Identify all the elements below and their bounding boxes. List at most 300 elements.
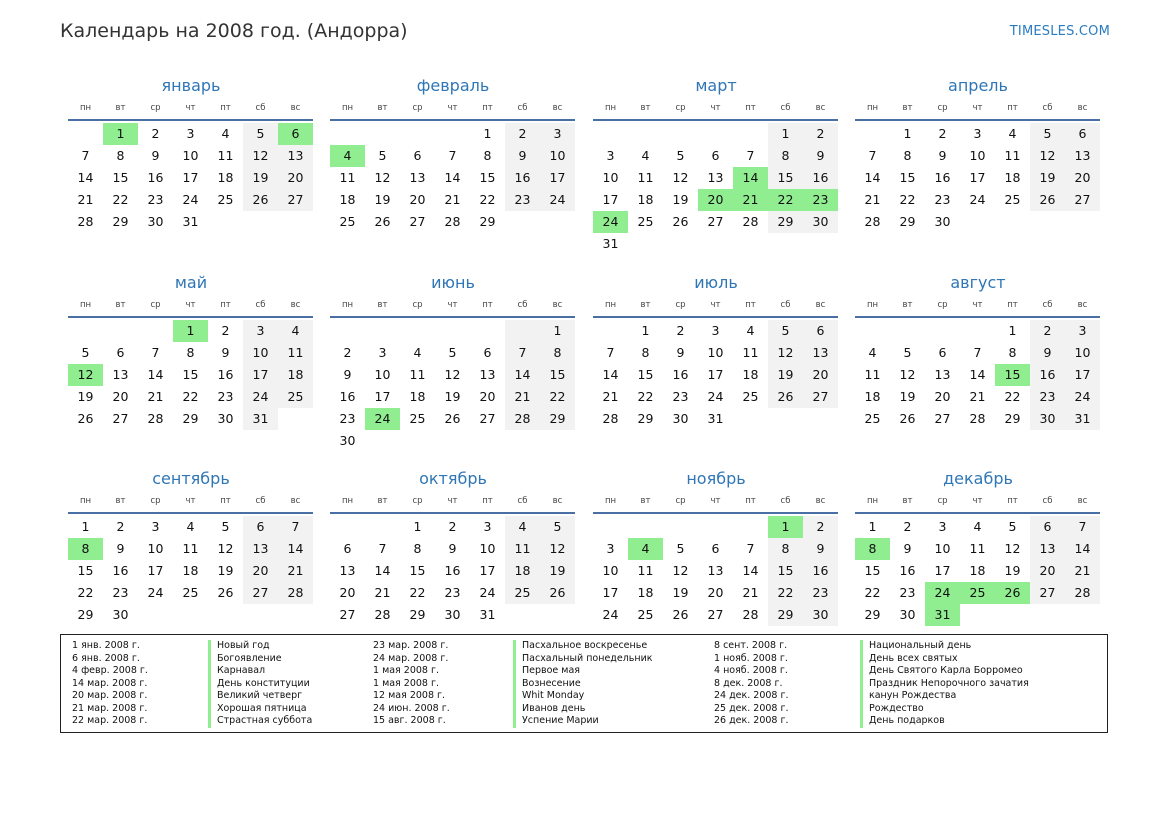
holiday-date: 15 авг. 2008 г. <box>373 715 446 726</box>
day-cell: 20 <box>1030 560 1065 582</box>
day-cell: 23 <box>672 389 689 404</box>
day-cell: 6 <box>483 345 492 360</box>
empty-cell <box>103 320 138 342</box>
day-cell: 5 <box>1030 123 1065 145</box>
header-rule <box>330 512 575 514</box>
weekday-header <box>68 295 314 315</box>
weekday-label: ср <box>937 103 948 113</box>
day-cell: 31 <box>1065 408 1100 430</box>
day-cell: 18 <box>182 563 199 578</box>
day-cell: 9 <box>343 367 352 382</box>
day-cell: 11 <box>182 541 199 556</box>
day-cell: 27 <box>1065 189 1100 211</box>
day-cell: 4 <box>413 345 422 360</box>
day-cell: 19 <box>1030 167 1065 189</box>
month-name: май <box>174 273 208 292</box>
day-cell: 12 <box>672 563 689 578</box>
empty-cell <box>663 516 698 538</box>
day-grid <box>593 516 838 626</box>
day-cell: 4 <box>278 320 313 342</box>
day-cell: 30 <box>1030 408 1065 430</box>
day-cell: 7 <box>746 541 755 556</box>
weekday-label: вс <box>815 496 826 506</box>
day-cell: 30 <box>934 214 951 229</box>
day-cell: 31 <box>243 408 278 430</box>
month-name: март <box>695 76 737 95</box>
day-cell: 15 <box>77 563 94 578</box>
weekday-label: чт <box>185 103 196 113</box>
day-cell: 28 <box>602 411 619 426</box>
weekday-label: сб <box>780 103 791 113</box>
day-cell: 16 <box>934 170 951 185</box>
holiday-name: Национальный день <box>860 640 1029 653</box>
empty-cell <box>663 123 698 145</box>
weekday-label: ср <box>412 103 423 113</box>
holiday-day: 6 <box>278 123 313 145</box>
header-rule <box>330 316 575 318</box>
weekday-label: ср <box>675 103 686 113</box>
day-cell: 24 <box>182 192 199 207</box>
day-cell: 11 <box>637 170 654 185</box>
day-cell: 3 <box>711 323 720 338</box>
weekday-label: пт <box>745 496 756 506</box>
day-cell: 23 <box>339 411 356 426</box>
day-cell: 31 <box>707 411 724 426</box>
day-cell: 15 <box>409 563 426 578</box>
day-grid <box>68 123 313 233</box>
empty-cell <box>330 516 365 538</box>
day-cell: 18 <box>409 389 426 404</box>
weekday-label: чт <box>185 300 196 310</box>
holiday-date: 24 мар. 2008 г. <box>373 652 449 664</box>
weekday-label: сб <box>517 496 528 506</box>
weekday-label: чт <box>710 300 721 310</box>
day-cell: 27 <box>707 214 724 229</box>
day-cell: 26 <box>672 607 689 622</box>
day-cell: 16 <box>444 563 461 578</box>
months-grid <box>68 74 1101 630</box>
day-cell: 1 <box>483 126 492 141</box>
day-cell: 16 <box>803 560 838 582</box>
weekday-label: вт <box>640 300 651 310</box>
day-cell: 9 <box>151 148 160 163</box>
weekday-label: сб <box>1042 300 1053 310</box>
holiday-name: Страстная суббота <box>208 715 312 728</box>
holiday-name: День подарков <box>860 715 1029 728</box>
day-cell: 29 <box>768 604 803 626</box>
weekday-label: вт <box>377 496 388 506</box>
site-link[interactable]: TIMESLES.COM <box>1009 24 1110 39</box>
day-cell: 21 <box>77 192 94 207</box>
day-cell: 6 <box>1065 123 1100 145</box>
month-name: сентябрь <box>152 469 230 488</box>
day-cell: 2 <box>448 519 457 534</box>
weekday-label: вс <box>1077 103 1088 113</box>
day-cell: 4 <box>1008 126 1017 141</box>
holiday-day: 1 <box>173 320 208 342</box>
day-cell: 2 <box>505 123 540 145</box>
weekday-label: вт <box>115 103 126 113</box>
day-cell: 22 <box>77 585 94 600</box>
day-cell: 14 <box>147 367 164 382</box>
day-cell: 11 <box>409 367 426 382</box>
weekday-label: пт <box>220 103 231 113</box>
day-cell: 27 <box>243 582 278 604</box>
day-cell: 12 <box>243 145 278 167</box>
weekday-label: вт <box>115 300 126 310</box>
day-grid <box>330 516 575 626</box>
day-cell: 2 <box>676 323 685 338</box>
day-cell: 29 <box>1004 411 1021 426</box>
day-cell: 25 <box>637 214 654 229</box>
day-cell: 6 <box>413 148 422 163</box>
day-cell: 22 <box>899 192 916 207</box>
holiday-date: 24 дек. 2008 г. <box>714 690 789 701</box>
day-cell: 20 <box>707 585 724 600</box>
day-cell: 5 <box>1008 519 1017 534</box>
day-cell: 16 <box>339 389 356 404</box>
holiday-date: 24 июн. 2008 г. <box>373 702 450 714</box>
day-grid <box>68 320 313 430</box>
day-cell: 18 <box>637 585 654 600</box>
empty-cell <box>365 320 400 342</box>
weekday-label: вс <box>815 103 826 113</box>
weekday-label: чт <box>972 300 983 310</box>
day-cell: 14 <box>374 563 391 578</box>
day-cell: 7 <box>505 342 540 364</box>
day-cell: 28 <box>864 214 881 229</box>
weekday-header <box>593 295 839 315</box>
day-cell: 22 <box>864 585 881 600</box>
day-cell: 14 <box>602 367 619 382</box>
day-cell: 13 <box>243 538 278 560</box>
day-cell: 25 <box>864 411 881 426</box>
weekday-label: ср <box>150 300 161 310</box>
day-cell: 5 <box>903 345 912 360</box>
weekday-header <box>855 295 1101 315</box>
day-grid <box>593 123 838 255</box>
day-cell: 18 <box>742 367 759 382</box>
weekday-label: пн <box>866 300 879 310</box>
day-cell: 14 <box>864 170 881 185</box>
empty-cell <box>628 516 663 538</box>
day-cell: 29 <box>637 411 654 426</box>
day-cell: 27 <box>934 411 951 426</box>
day-cell: 10 <box>934 541 951 556</box>
day-cell: 4 <box>641 148 650 163</box>
holiday-name: Пасхальный понедельник <box>513 653 653 666</box>
weekday-header <box>68 491 314 511</box>
day-grid <box>330 123 575 233</box>
day-cell: 17 <box>374 389 391 404</box>
weekday-label: сб <box>255 496 266 506</box>
day-cell: 17 <box>479 563 496 578</box>
day-cell: 25 <box>742 389 759 404</box>
day-cell: 13 <box>1030 538 1065 560</box>
day-cell: 8 <box>903 148 912 163</box>
weekday-label: вс <box>290 300 301 310</box>
day-cell: 3 <box>938 519 947 534</box>
day-cell: 2 <box>903 519 912 534</box>
holiday-names-column <box>860 640 1029 728</box>
holiday-dates-column <box>714 640 789 728</box>
day-cell: 9 <box>676 345 685 360</box>
day-cell: 28 <box>969 411 986 426</box>
holiday-date: 25 дек. 2008 г. <box>714 702 789 714</box>
day-cell: 26 <box>672 214 689 229</box>
month-name: август <box>950 273 1006 292</box>
day-cell: 11 <box>969 541 986 556</box>
day-cell: 25 <box>409 411 426 426</box>
weekday-label: вс <box>552 103 563 113</box>
day-cell: 12 <box>1004 541 1021 556</box>
holiday-name: канун Рождества <box>860 690 1029 703</box>
empty-cell <box>698 516 733 538</box>
day-cell: 18 <box>217 170 234 185</box>
day-cell: 16 <box>1030 364 1065 386</box>
day-cell: 4 <box>505 516 540 538</box>
day-cell: 5 <box>378 148 387 163</box>
day-cell: 20 <box>112 389 129 404</box>
holiday-date: 1 янв. 2008 г. <box>72 640 140 651</box>
holiday-day: 24 <box>365 408 400 430</box>
day-cell: 23 <box>444 585 461 600</box>
day-cell: 27 <box>112 411 129 426</box>
day-cell: 19 <box>217 563 234 578</box>
day-cell: 28 <box>1065 582 1100 604</box>
day-cell: 4 <box>868 345 877 360</box>
day-cell: 29 <box>182 411 199 426</box>
day-cell: 26 <box>1030 189 1065 211</box>
empty-cell <box>365 123 400 145</box>
day-cell: 31 <box>602 236 619 251</box>
holiday-date: 12 мая 2008 г. <box>373 690 446 701</box>
day-cell: 16 <box>147 170 164 185</box>
day-cell: 14 <box>505 364 540 386</box>
day-cell: 23 <box>147 192 164 207</box>
day-grid <box>330 320 575 452</box>
day-cell: 19 <box>899 389 916 404</box>
empty-cell <box>68 320 103 342</box>
day-cell: 23 <box>803 582 838 604</box>
day-cell: 27 <box>479 411 496 426</box>
day-cell: 27 <box>409 214 426 229</box>
weekday-label: пн <box>604 496 617 506</box>
day-cell: 7 <box>378 541 387 556</box>
weekday-label: пт <box>1007 496 1018 506</box>
day-cell: 7 <box>606 345 615 360</box>
day-cell: 8 <box>116 148 125 163</box>
empty-cell <box>330 320 365 342</box>
day-cell: 21 <box>374 585 391 600</box>
holiday-date: 8 дек. 2008 г. <box>714 677 783 689</box>
day-cell: 25 <box>505 582 540 604</box>
weekday-label: вс <box>815 300 826 310</box>
day-cell: 22 <box>112 192 129 207</box>
day-cell: 18 <box>505 560 540 582</box>
day-cell: 13 <box>112 367 129 382</box>
weekday-header <box>330 295 576 315</box>
day-cell: 13 <box>278 145 313 167</box>
day-cell: 13 <box>479 367 496 382</box>
day-cell: 2 <box>151 126 160 141</box>
day-cell: 13 <box>339 563 356 578</box>
day-cell: 24 <box>147 585 164 600</box>
day-cell: 21 <box>864 192 881 207</box>
day-cell: 31 <box>479 607 496 622</box>
day-cell: 26 <box>243 189 278 211</box>
day-cell: 5 <box>448 345 457 360</box>
day-cell: 30 <box>147 214 164 229</box>
day-cell: 20 <box>339 585 356 600</box>
holiday-day: 26 <box>995 582 1030 604</box>
day-cell: 21 <box>742 585 759 600</box>
weekday-label: пн <box>866 496 879 506</box>
holiday-name: Пасхальное воскресенье <box>513 640 653 653</box>
weekday-header <box>330 98 576 118</box>
day-cell: 28 <box>147 411 164 426</box>
day-cell: 1 <box>81 519 90 534</box>
day-cell: 17 <box>147 563 164 578</box>
weekday-label: пт <box>482 496 493 506</box>
day-cell: 12 <box>899 367 916 382</box>
day-cell: 5 <box>81 345 90 360</box>
day-cell: 20 <box>1065 167 1100 189</box>
day-cell: 29 <box>864 607 881 622</box>
holiday-name: Whit Monday <box>513 690 653 703</box>
day-cell: 28 <box>278 582 313 604</box>
day-cell: 22 <box>637 389 654 404</box>
day-cell: 15 <box>637 367 654 382</box>
header-rule <box>593 316 838 318</box>
day-cell: 3 <box>606 148 615 163</box>
header-rule <box>68 512 313 514</box>
day-cell: 3 <box>1065 320 1100 342</box>
weekday-header <box>593 491 839 511</box>
day-cell: 22 <box>182 389 199 404</box>
day-cell: 18 <box>864 389 881 404</box>
header-rule <box>593 119 838 121</box>
day-cell: 29 <box>409 607 426 622</box>
holiday-day: 4 <box>628 538 663 560</box>
day-grid <box>855 516 1100 626</box>
day-cell: 16 <box>899 563 916 578</box>
day-cell: 25 <box>1004 192 1021 207</box>
day-cell: 2 <box>116 519 125 534</box>
day-cell: 16 <box>803 167 838 189</box>
day-cell: 1 <box>768 123 803 145</box>
holiday-day: 24 <box>593 211 628 233</box>
day-cell: 15 <box>540 364 575 386</box>
day-cell: 30 <box>339 433 356 448</box>
day-cell: 23 <box>112 585 129 600</box>
header-rule <box>855 512 1100 514</box>
day-cell: 13 <box>409 170 426 185</box>
day-cell: 18 <box>637 192 654 207</box>
day-cell: 15 <box>182 367 199 382</box>
month-4 <box>855 74 1101 233</box>
day-cell: 21 <box>444 192 461 207</box>
day-cell: 29 <box>540 408 575 430</box>
day-cell: 21 <box>969 389 986 404</box>
weekday-label: ср <box>937 496 948 506</box>
weekday-label: ср <box>675 496 686 506</box>
empty-cell <box>855 320 890 342</box>
day-cell: 12 <box>217 541 234 556</box>
empty-cell <box>68 123 103 145</box>
day-cell: 1 <box>540 320 575 342</box>
holiday-name: Первое мая <box>513 665 653 678</box>
holiday-date: 1 мая 2008 г. <box>373 677 439 689</box>
day-cell: 10 <box>602 170 619 185</box>
day-cell: 30 <box>803 211 838 233</box>
day-cell: 22 <box>409 585 426 600</box>
month-12 <box>855 467 1101 626</box>
weekday-label: вт <box>640 103 651 113</box>
day-cell: 26 <box>374 214 391 229</box>
day-cell: 2 <box>803 123 838 145</box>
day-cell: 9 <box>1030 342 1065 364</box>
day-cell: 30 <box>217 411 234 426</box>
day-cell: 11 <box>217 148 234 163</box>
empty-cell <box>925 320 960 342</box>
holiday-names-column <box>208 640 312 728</box>
day-cell: 28 <box>742 214 759 229</box>
weekday-label: пт <box>482 300 493 310</box>
month-10 <box>330 467 576 626</box>
day-cell: 11 <box>742 345 759 360</box>
day-cell: 5 <box>540 516 575 538</box>
weekday-label: вс <box>1077 496 1088 506</box>
weekday-label: пн <box>79 496 92 506</box>
day-cell: 20 <box>934 389 951 404</box>
header-rule <box>855 316 1100 318</box>
day-cell: 7 <box>746 148 755 163</box>
day-cell: 27 <box>339 607 356 622</box>
weekday-label: пт <box>482 103 493 113</box>
day-cell: 2 <box>938 126 947 141</box>
month-5 <box>68 271 314 430</box>
empty-cell <box>400 320 435 342</box>
weekday-label: пн <box>604 103 617 113</box>
day-cell: 28 <box>742 607 759 622</box>
weekday-label: чт <box>447 496 458 506</box>
weekday-header <box>855 98 1101 118</box>
weekday-label: чт <box>447 103 458 113</box>
weekday-label: вс <box>1077 300 1088 310</box>
day-cell: 7 <box>1065 516 1100 538</box>
day-cell: 6 <box>711 541 720 556</box>
month-1 <box>68 74 314 233</box>
day-cell: 8 <box>540 342 575 364</box>
day-cell: 10 <box>1065 342 1100 364</box>
day-cell: 18 <box>1004 170 1021 185</box>
weekday-label: сб <box>1042 103 1053 113</box>
holiday-date: 21 мар. 2008 г. <box>72 702 148 714</box>
day-cell: 24 <box>479 585 496 600</box>
weekday-label: сб <box>255 300 266 310</box>
day-cell: 20 <box>243 560 278 582</box>
day-cell: 13 <box>707 170 724 185</box>
day-cell: 7 <box>151 345 160 360</box>
weekday-label: сб <box>517 103 528 113</box>
weekday-label: пн <box>79 300 92 310</box>
weekday-label: пн <box>79 103 92 113</box>
weekday-label: чт <box>185 496 196 506</box>
weekday-label: вт <box>115 496 126 506</box>
day-cell: 2 <box>221 323 230 338</box>
day-cell: 1 <box>903 126 912 141</box>
